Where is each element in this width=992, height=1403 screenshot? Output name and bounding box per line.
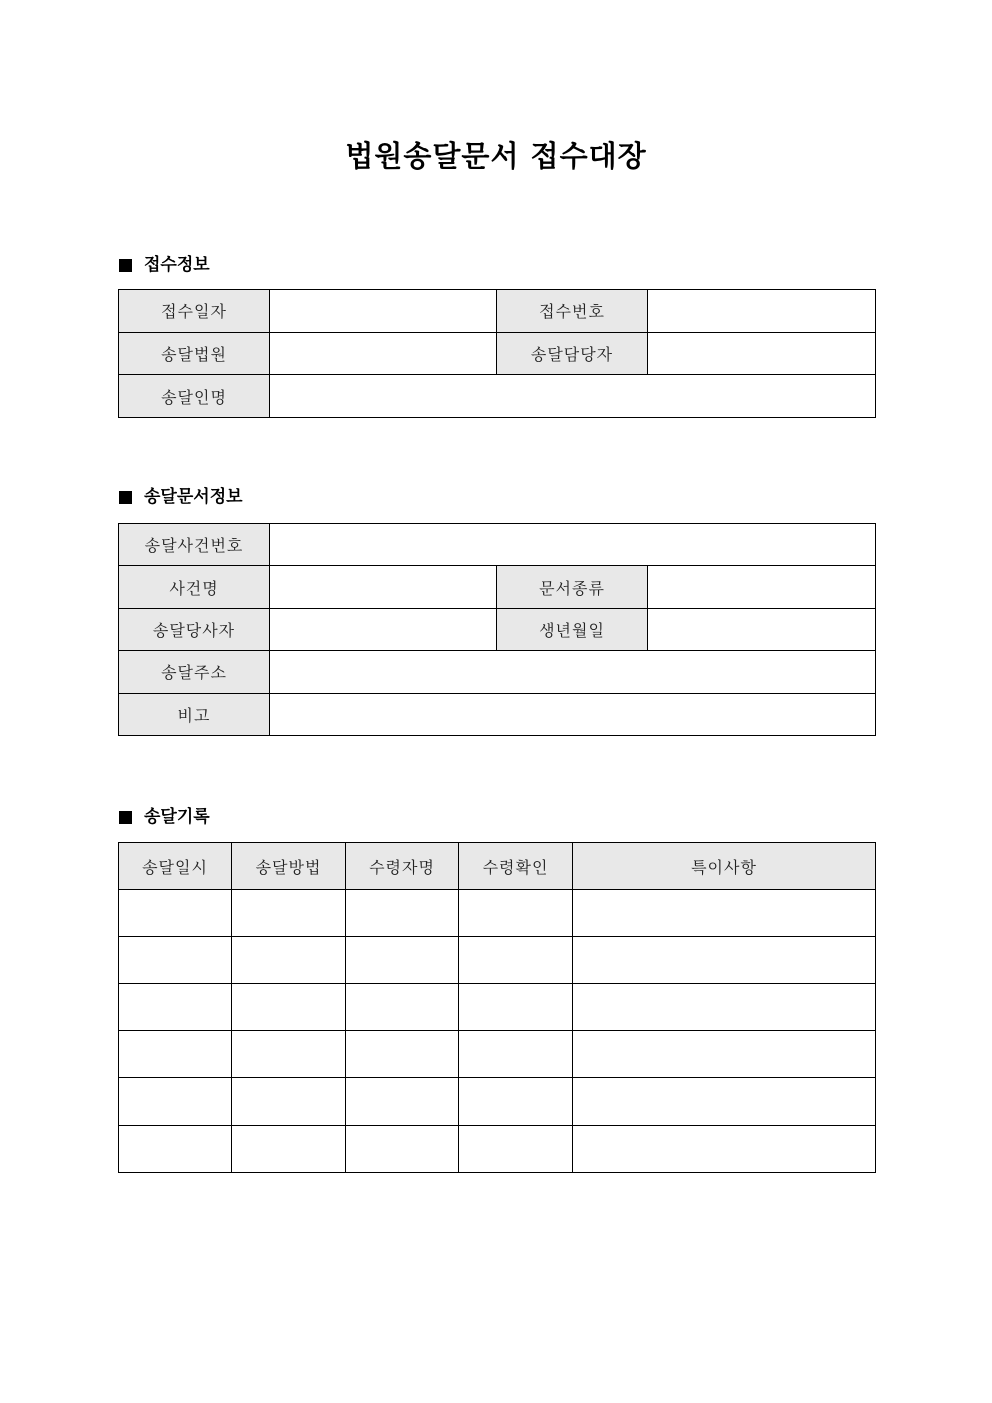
table-row — [119, 608, 876, 650]
square-bullet-icon — [119, 259, 132, 272]
recipient-name-cell[interactable] — [346, 1078, 459, 1125]
service-method-cell[interactable] — [232, 890, 346, 937]
service-court-label: 송달법원 — [119, 332, 270, 375]
table-row — [119, 1078, 876, 1125]
case-number-label: 송달사건번호 — [119, 524, 270, 566]
service-datetime-cell[interactable] — [119, 1078, 232, 1125]
recipient-name-cell[interactable] — [346, 984, 459, 1031]
table-row — [119, 375, 876, 418]
table-row — [119, 693, 876, 735]
recipient-name-cell[interactable] — [346, 1031, 459, 1078]
service-datetime-cell[interactable] — [119, 1031, 232, 1078]
table-row — [119, 566, 876, 608]
service-method-cell[interactable] — [232, 984, 346, 1031]
receipt-number-field[interactable] — [648, 290, 876, 333]
notes-cell[interactable] — [573, 984, 876, 1031]
receipt-date-field[interactable] — [270, 290, 497, 333]
case-name-label: 사건명 — [119, 566, 270, 608]
document-type-field[interactable] — [648, 566, 876, 608]
service-person-name-field[interactable] — [270, 375, 876, 418]
service-datetime-cell[interactable] — [119, 937, 232, 984]
column-header-receipt-confirmation: 수령확인 — [459, 843, 573, 890]
square-bullet-icon — [119, 811, 132, 824]
table-header-row — [119, 843, 876, 890]
receipt-number-label: 접수번호 — [497, 290, 648, 333]
receipt-confirmation-cell[interactable] — [459, 984, 573, 1031]
party-field[interactable] — [270, 608, 497, 650]
document-title: 법원송달문서 접수대장 — [345, 139, 647, 173]
receipt-confirmation-cell[interactable] — [459, 1125, 573, 1172]
document-type-label: 문서종류 — [497, 566, 648, 608]
table-row — [119, 290, 876, 333]
service-court-field[interactable] — [270, 332, 497, 375]
service-datetime-cell[interactable] — [119, 984, 232, 1031]
section-heading-label: 송달기록 — [144, 807, 210, 827]
notes-cell[interactable] — [573, 890, 876, 937]
table-row — [119, 890, 876, 937]
party-label: 송달당사자 — [119, 608, 270, 650]
birth-date-label: 생년월일 — [497, 608, 648, 650]
notes-cell[interactable] — [573, 937, 876, 984]
birth-date-field[interactable] — [648, 608, 876, 650]
section-heading-receipt-info — [119, 254, 210, 276]
table-row — [119, 524, 876, 566]
service-datetime-cell[interactable] — [119, 890, 232, 937]
column-header-notes: 특이사항 — [573, 843, 876, 890]
service-method-cell[interactable] — [232, 1078, 346, 1125]
recipient-name-cell[interactable] — [346, 937, 459, 984]
address-label: 송달주소 — [119, 651, 270, 693]
column-header-service-method: 송달방법 — [232, 843, 346, 890]
receipt-date-label: 접수일자 — [119, 290, 270, 333]
receipt-confirmation-cell[interactable] — [459, 890, 573, 937]
receipt-info-table — [118, 289, 876, 418]
section-heading-label: 접수정보 — [144, 255, 210, 275]
table-row — [119, 332, 876, 375]
service-datetime-cell[interactable] — [119, 1125, 232, 1172]
recipient-name-cell[interactable] — [346, 1125, 459, 1172]
receipt-confirmation-cell[interactable] — [459, 937, 573, 984]
section-heading-label: 송달문서정보 — [144, 487, 243, 507]
square-bullet-icon — [119, 491, 132, 504]
service-officer-label: 송달담당자 — [497, 332, 648, 375]
column-header-recipient-name: 수령자명 — [346, 843, 459, 890]
table-row — [119, 1031, 876, 1078]
service-method-cell[interactable] — [232, 1125, 346, 1172]
table-row — [119, 651, 876, 693]
receipt-confirmation-cell[interactable] — [459, 1078, 573, 1125]
table-row — [119, 937, 876, 984]
column-header-service-datetime: 송달일시 — [119, 843, 232, 890]
notes-cell[interactable] — [573, 1125, 876, 1172]
remarks-field[interactable] — [270, 693, 876, 735]
recipient-name-cell[interactable] — [346, 890, 459, 937]
service-method-cell[interactable] — [232, 1031, 346, 1078]
table-row — [119, 1125, 876, 1172]
address-field[interactable] — [270, 651, 876, 693]
service-person-name-label: 송달인명 — [119, 375, 270, 418]
service-method-cell[interactable] — [232, 937, 346, 984]
case-name-field[interactable] — [270, 566, 497, 608]
service-officer-field[interactable] — [648, 332, 876, 375]
section-heading-service-record — [119, 806, 210, 828]
case-number-field[interactable] — [270, 524, 876, 566]
notes-cell[interactable] — [573, 1031, 876, 1078]
receipt-confirmation-cell[interactable] — [459, 1031, 573, 1078]
table-row — [119, 984, 876, 1031]
section-heading-document-info — [119, 486, 243, 508]
document-info-table — [118, 523, 876, 736]
notes-cell[interactable] — [573, 1078, 876, 1125]
remarks-label: 비고 — [119, 693, 270, 735]
service-record-table — [118, 842, 876, 1173]
